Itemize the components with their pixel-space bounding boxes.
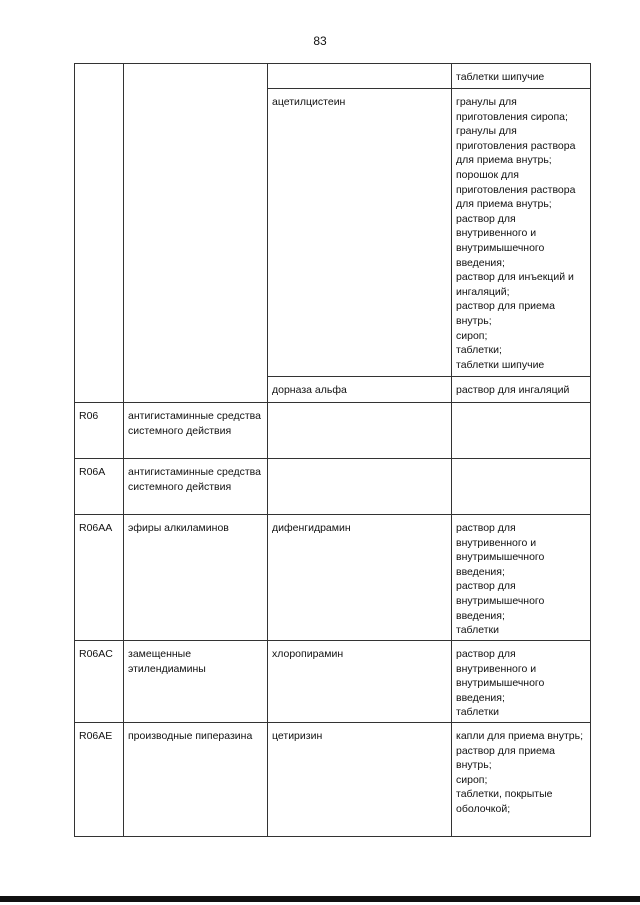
- dosage-form: раствор для ингаляций: [456, 384, 570, 396]
- dosage-form: раствор для внутривенного и внутримышечного введения;: [456, 648, 545, 704]
- dosage-form: таблетки;: [456, 344, 502, 357]
- dosage-form: таблетки шипучие: [456, 71, 545, 83]
- drug-name: цетиризин: [272, 730, 323, 742]
- dosage-forms-cell: [452, 641, 591, 723]
- atc-code: R06A: [79, 466, 106, 478]
- atc-code: R06AE: [79, 730, 113, 742]
- dosage-form: капли для приема внутрь;: [456, 730, 583, 742]
- atc-code: R06AA: [79, 522, 113, 534]
- table-row: [75, 515, 591, 641]
- drug-name: дифенгидрамин: [272, 522, 351, 534]
- drug-name-cell: [268, 89, 452, 377]
- group-name-cell: [124, 64, 268, 403]
- atc-code-cell: [75, 641, 124, 723]
- dosage-forms-cell: [452, 64, 591, 89]
- drug-name: ацетилцистеин: [272, 96, 346, 108]
- drug-name-cell: [268, 515, 452, 641]
- dosage-form: сироп;: [456, 773, 488, 786]
- atc-code-cell: [75, 723, 124, 837]
- atc-code-cell: [75, 515, 124, 641]
- dosage-form: сироп;: [456, 329, 488, 342]
- drug-name-cell: [268, 459, 452, 515]
- dosage-form: раствор для приема внутрь;: [456, 300, 555, 327]
- group-name-cell: [124, 723, 268, 837]
- dosage-form: таблетки: [456, 706, 499, 719]
- table-row: [75, 723, 591, 837]
- dosage-form: таблетки, покрытые оболочкой;: [456, 788, 553, 815]
- group-name: эфиры алкиламинов: [128, 522, 229, 534]
- group-name-cell: [124, 515, 268, 641]
- dosage-form: раствор для внутривенного и внутримышечного введения;: [456, 212, 545, 269]
- table-row: [75, 403, 591, 459]
- drug-name-cell: [268, 641, 452, 723]
- group-name-cell: [124, 403, 268, 459]
- group-name: антигистаминные средства системного действия: [128, 410, 261, 437]
- drug-classification-table: [74, 63, 591, 837]
- dosage-forms-cell: [452, 89, 591, 377]
- dosage-forms-cell: [452, 515, 591, 641]
- drug-name-cell: [268, 723, 452, 837]
- group-name: антигистаминные средства системного действия: [128, 466, 261, 493]
- atc-code: R06AC: [79, 648, 113, 660]
- page-number: 83: [313, 34, 327, 48]
- dosage-form: раствор для инъекций и ингаляций;: [456, 271, 574, 298]
- dosage-forms-cell: [452, 377, 591, 403]
- atc-code: R06: [79, 410, 99, 422]
- dosage-form: раствор для внутривенного и внутримышечного введения;: [456, 522, 545, 578]
- dosage-form: порошок для приготовления раствора для приема внутрь;: [456, 168, 576, 211]
- drug-name-cell: [268, 403, 452, 459]
- dosage-forms-cell: [452, 403, 591, 459]
- drug-name: хлоропирамин: [272, 648, 344, 660]
- table-row: [75, 64, 591, 89]
- drug-name: дорназа альфа: [272, 384, 347, 396]
- dosage-forms-cell: [452, 459, 591, 515]
- dosage-form: раствор для приема внутрь;: [456, 744, 555, 772]
- atc-code-cell: [75, 64, 124, 403]
- drug-name-cell: [268, 64, 452, 89]
- dosage-form: таблетки: [456, 624, 499, 637]
- dosage-form: гранулы для приготовления сиропа;: [456, 96, 568, 123]
- dosage-forms-cell: [452, 723, 591, 837]
- page-bottom-rule: [0, 896, 640, 902]
- atc-code-cell: [75, 459, 124, 515]
- group-name: производные пиперазина: [128, 730, 253, 742]
- group-name-cell: [124, 459, 268, 515]
- group-name-cell: [124, 641, 268, 723]
- atc-code-cell: [75, 403, 124, 459]
- table-row: [75, 459, 591, 515]
- group-name: замещенные этилендиамины: [128, 648, 206, 675]
- dosage-form: таблетки шипучие: [456, 358, 545, 371]
- drug-name-cell: [268, 377, 452, 403]
- table-row: [75, 641, 591, 723]
- dosage-form: гранулы для приготовления раствора для приема внутрь;: [456, 125, 576, 167]
- dosage-form: раствор для внутримышечного введения;: [456, 580, 545, 622]
